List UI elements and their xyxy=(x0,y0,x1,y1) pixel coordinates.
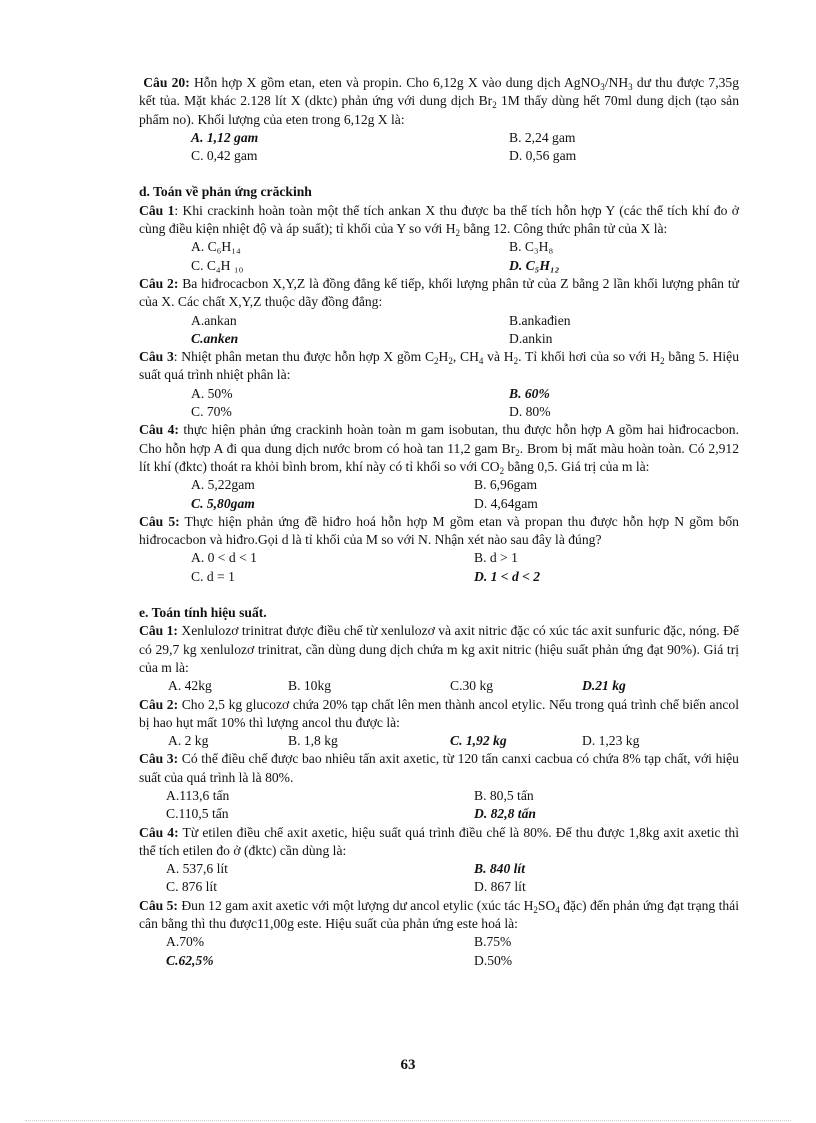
question-d5: Câu 5: Thực hiện phản ứng đề hiđro hoá hỗn hợp M gồm etan và propan thu được hỗn hợp N gồm bốn hiđrocacbon và hiđro.Gọi d là tỉ khối của M so với N. Nhận xét nào sau đây là đúng? xyxy=(139,513,739,548)
option-b: B. d > 1 xyxy=(474,550,518,566)
option-b: B. 80,5 tấn xyxy=(474,787,534,803)
answer-options xyxy=(139,238,739,275)
option-a: A.70% xyxy=(166,934,205,950)
option-c: C. 0,42 gam xyxy=(191,148,258,164)
option-a: A.ankan xyxy=(191,312,237,328)
question-d4: Câu 4: thực hiện phản ứng crackinh hoàn toàn m gam isobutan, thu được hỗn hợp A gồm hai hiđrocacbon. Cho hỗn hợp A đi qua dung dịch nước brom có hoà tan 11,2 gam $Br_2$. Brom bị mất màu hoàn toàn. Có 2,912 lít khí (đktc) thoát ra khỏi bình brom, khí này có tỉ khối so với $CO_2$ bằng 0,5. Giá trị của m là: xyxy=(139,422,739,476)
answer-options xyxy=(139,677,739,695)
option-d: D.ankin xyxy=(509,330,553,346)
answer-options xyxy=(139,549,739,586)
option-b: B. 840 lít xyxy=(474,861,525,877)
answer-options xyxy=(139,476,739,513)
option-b: B.75% xyxy=(474,934,512,950)
answer-options xyxy=(139,129,739,166)
option-d: D. 80% xyxy=(509,404,551,420)
option-b: B. 2,24 gam xyxy=(509,129,576,145)
option-c: C. C₄H ₁₀ xyxy=(191,257,244,273)
question-label: Câu 20: xyxy=(143,75,190,90)
option-b: B. 6,96gam xyxy=(474,477,538,493)
page-divider xyxy=(25,1120,791,1121)
option-c: C. d = 1 xyxy=(191,568,235,584)
option-b: B. 1,8 kg xyxy=(288,733,338,749)
question-d3: Câu 3: Nhiệt phân metan thu được hỗn hợp X gồm $C_2H_2$, $CH_4$ và $H_2$. Tỉ khối hơi của so với $H_2$ bằng 5. Hiệu suất quá trình nhiệt phân là: xyxy=(139,349,739,383)
option-d: D. 0,56 gam xyxy=(509,148,577,164)
option-a: A. 5,22gam xyxy=(191,477,255,493)
option-b: B.ankađien xyxy=(509,312,571,328)
page-number: 63 xyxy=(400,1057,416,1073)
question-20: Câu 20: Hỗn hợp X gồm etan, eten và propin. Cho 6,12g X vào dung dịch $AgNO_3/NH_3$ dư thu được 7,35g kết tủa. Mặt khác 2.128 lít X (dktc) phản ứng với dung dịch $Br_2$ 1M thấy dùng hết 70ml dung dịch (tạo sản phẩm no). Khối lượng của eten trong 6,12g X là: xyxy=(139,75,739,127)
option-c: C. 5,80gam xyxy=(191,495,255,511)
option-a: A.113,6 tấn xyxy=(166,787,230,803)
option-c: C. 1,92 kg xyxy=(450,733,507,749)
option-a: A. C₆H₁₄ xyxy=(191,239,241,255)
option-a: A. 1,12 gam xyxy=(191,129,259,145)
option-b: B. C₃H₈ xyxy=(509,239,554,255)
document-page xyxy=(139,74,739,970)
option-d: D. 1,23 kg xyxy=(582,733,640,749)
option-d: D. C₅H₁₂ xyxy=(509,257,560,273)
option-a: A. 50% xyxy=(191,385,233,401)
question-e2: Câu 2: Cho 2,5 kg glucozơ chứa 20% tạp chất lên men thành ancol etylic. Nếu trong quá trình chế biến ancol bị hao hụt mất 10% thì lượng ancol thu được là: xyxy=(139,696,739,730)
option-d: D.50% xyxy=(474,952,513,968)
option-d: D. 867 lít xyxy=(474,879,526,895)
answer-options xyxy=(139,732,739,750)
question-e1: Câu 1: Xenlulozơ trinitrat được điều chế từ xenlulozơ và axit nitric đặc có xúc tác axit sunfuric đặc, nóng. Để có 29,7 kg xenlulozơ trinitrat, cần dùng dung dịch chứa m kg axit nitric (hiệu suất phản ứng đạt 90%). Giá trị của m là: xyxy=(139,623,739,675)
option-c: C.anken xyxy=(191,330,239,346)
question-e4: Câu 4: Từ etilen điều chế axit axetic, hiệu suất quá trình điều chế là 80%. Để thu được 1,8kg axit axetic thì thể tích etilen đo ở (đktc) cần dùng là: xyxy=(139,824,739,858)
option-d: D.21 kg xyxy=(582,678,626,694)
question-d2: Câu 2: Ba hiđrocacbon X,Y,Z là đồng đẳng kế tiếp, khối lượng phân tử của Z bằng 2 lần khối lượng phân tử của X. Các chất X,Y,Z thuộc dãy đồng đẳng: xyxy=(139,275,739,310)
option-c: C. 876 lít xyxy=(166,879,217,895)
option-c: C. 70% xyxy=(191,404,232,420)
option-a: A. 2 kg xyxy=(168,733,209,749)
section-heading: e. Toán tính hiệu suất. xyxy=(139,605,267,621)
answer-options xyxy=(139,933,739,970)
option-a: A. 0 < d < 1 xyxy=(191,550,257,566)
question-d1: Câu 1: Khi crackinh hoàn toàn một thể tích ankan X thu được ba thể tích hỗn hợp Y (các thể tích khí đo ở cùng điều kiện nhiệt độ và áp suất); tỉ khối của Y so với $H_2$ bằng 12. Công thức phân tử của X là: xyxy=(139,202,739,239)
answer-options xyxy=(139,385,739,422)
option-b: B. 10kg xyxy=(288,678,332,694)
option-c: C.62,5% xyxy=(166,952,214,968)
option-a: A. 537,6 lít xyxy=(166,861,228,877)
answer-options xyxy=(139,787,739,824)
section-heading: d. Toán về phản ứng crăckinh xyxy=(139,184,312,200)
option-d: D. 1 < d < 2 xyxy=(474,568,541,584)
option-b: B. 60% xyxy=(509,385,550,401)
question-e3: Câu 3: Có thể điều chế được bao nhiêu tấn axit axetic, từ 120 tấn canxi cacbua có chứa 8% tạp chất, với hiệu suất của quá trình là là 80%. xyxy=(139,751,739,785)
option-c: C.30 kg xyxy=(450,678,494,694)
answer-options xyxy=(139,860,739,897)
option-a: A. 42kg xyxy=(168,678,212,694)
option-d: D. 4,64gam xyxy=(474,495,538,511)
question-e5: Câu 5: Đun 12 gam axit axetic với một lượng dư ancol etylic (xúc tác $H_2SO_4$ đặc) đến phản ứng đạt trạng thái cân bằng thì thu được11,00g este. Hiệu suất của phản ứng este hoá là: xyxy=(139,897,739,932)
answer-options xyxy=(139,312,739,349)
option-c: C.110,5 tấn xyxy=(166,806,229,822)
option-d: D. 82,8 tấn xyxy=(474,806,536,822)
